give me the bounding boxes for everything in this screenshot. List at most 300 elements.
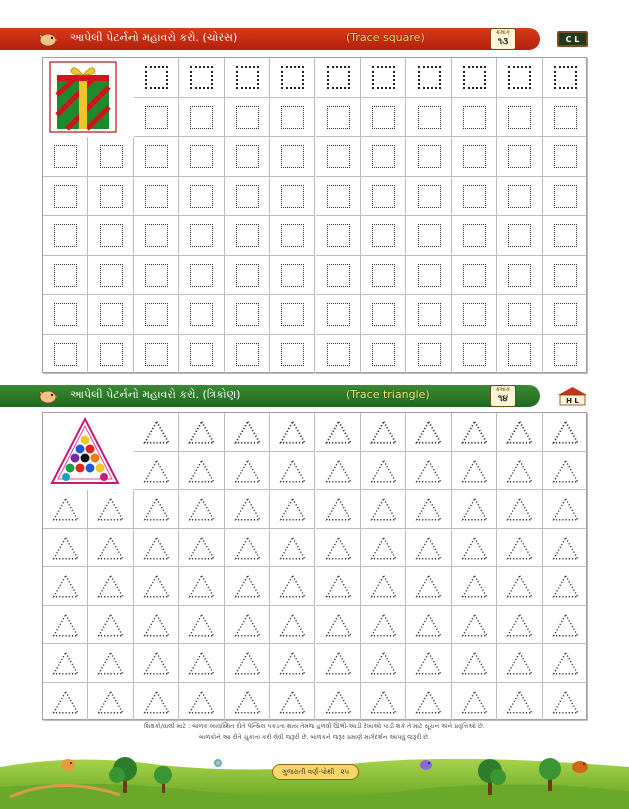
tracing-cell <box>361 216 406 256</box>
dotted-triangle <box>270 683 315 722</box>
dotted-square <box>372 303 395 326</box>
tracing-cell <box>361 683 406 722</box>
tracing-cell <box>134 295 179 335</box>
page-number-box <box>490 385 516 407</box>
tracing-cell <box>497 413 542 452</box>
dotted-triangle <box>316 567 361 606</box>
tracing-cell <box>88 256 133 296</box>
dotted-triangle <box>452 529 497 568</box>
dotted-triangle <box>543 452 588 491</box>
dotted-square <box>372 106 395 129</box>
dotted-triangle <box>497 567 542 606</box>
english-instruction: (Trace triangle) <box>346 388 430 401</box>
tracing-cell <box>225 137 270 177</box>
tracing-cell <box>43 335 88 375</box>
tracing-cell <box>452 137 497 177</box>
dotted-triangle <box>452 490 497 529</box>
dotted-triangle <box>88 683 133 722</box>
tracing-cell <box>497 335 542 375</box>
tracing-cell <box>406 335 451 375</box>
dotted-triangle <box>134 529 179 568</box>
tracing-cell <box>543 644 588 683</box>
dotted-triangle <box>225 413 270 452</box>
tracing-cell <box>497 606 542 645</box>
tracing-cell <box>134 58 179 98</box>
dotted-triangle <box>88 644 133 683</box>
tracing-cell <box>43 606 88 645</box>
dotted-square <box>100 264 123 287</box>
dotted-square <box>190 224 213 247</box>
dotted-square <box>100 224 123 247</box>
dotted-square <box>190 106 213 129</box>
tracing-cell <box>316 413 361 452</box>
dotted-triangle <box>270 644 315 683</box>
dotted-square <box>554 264 577 287</box>
dotted-square <box>281 145 304 168</box>
dotted-triangle <box>88 490 133 529</box>
dotted-triangle <box>179 529 224 568</box>
dotted-triangle <box>316 452 361 491</box>
dotted-square <box>418 185 441 208</box>
page-number-box <box>490 28 516 50</box>
dotted-triangle <box>361 644 406 683</box>
tracing-cell <box>270 256 315 296</box>
dotted-triangle <box>43 606 88 645</box>
dotted-triangle <box>543 413 588 452</box>
dotted-square <box>327 264 350 287</box>
tracing-cell <box>361 295 406 335</box>
dotted-triangle <box>316 529 361 568</box>
tracing-cell <box>134 98 179 138</box>
tracing-cell <box>88 216 133 256</box>
dotted-square <box>418 303 441 326</box>
tracing-cell <box>179 452 224 491</box>
tracing-cell <box>543 413 588 452</box>
tracing-cell <box>497 567 542 606</box>
tracing-cell <box>543 490 588 529</box>
dotted-triangle <box>543 683 588 722</box>
tracing-cell <box>225 606 270 645</box>
dotted-square <box>145 185 168 208</box>
tracing-cell <box>406 567 451 606</box>
dotted-square <box>236 303 259 326</box>
section-header-square <box>0 28 629 50</box>
tracing-cell <box>270 98 315 138</box>
tracing-cell <box>88 644 133 683</box>
instruction-text: આપેલી પેટર્નનો મહાવરો કરો. (ચોરસ) <box>70 31 238 44</box>
dotted-triangle <box>361 683 406 722</box>
dotted-triangle <box>497 413 542 452</box>
tracing-cell <box>361 58 406 98</box>
tracing-cell <box>270 644 315 683</box>
tracing-cell <box>497 177 542 217</box>
tracing-cell <box>497 452 542 491</box>
tracing-cell <box>179 177 224 217</box>
tracing-cell <box>43 567 88 606</box>
dotted-square <box>418 66 441 89</box>
tracing-cell <box>452 606 497 645</box>
dotted-triangle <box>88 567 133 606</box>
dotted-square <box>145 66 168 89</box>
dotted-triangle <box>543 567 588 606</box>
tracing-cell <box>134 413 179 452</box>
tracing-cell <box>406 490 451 529</box>
dotted-triangle <box>361 567 406 606</box>
dotted-triangle <box>88 606 133 645</box>
billiard-triangle-icon <box>49 416 121 486</box>
dotted-triangle <box>361 413 406 452</box>
tracing-cell <box>497 295 542 335</box>
tracing-cell <box>225 529 270 568</box>
dotted-triangle <box>543 529 588 568</box>
tracing-cell <box>225 644 270 683</box>
tracing-cell <box>43 295 88 335</box>
tracing-cell <box>270 413 315 452</box>
tracing-cell <box>225 216 270 256</box>
dotted-square <box>281 264 304 287</box>
tracing-cell <box>43 490 88 529</box>
dotted-square <box>463 66 486 89</box>
dotted-triangle <box>406 413 451 452</box>
tracing-cell <box>270 490 315 529</box>
dotted-square <box>327 303 350 326</box>
tracing-cell <box>452 452 497 491</box>
tracing-cell <box>361 413 406 452</box>
dotted-triangle <box>179 490 224 529</box>
dotted-square <box>372 343 395 366</box>
dotted-square <box>190 264 213 287</box>
dotted-square <box>236 106 259 129</box>
dotted-square <box>100 303 123 326</box>
dotted-square <box>508 224 531 247</box>
tracing-cell <box>452 256 497 296</box>
tracing-cell <box>316 683 361 722</box>
dotted-triangle <box>497 606 542 645</box>
tracing-cell <box>270 529 315 568</box>
dotted-triangle <box>43 683 88 722</box>
tracing-cell <box>543 216 588 256</box>
dotted-triangle <box>406 452 451 491</box>
dotted-square <box>554 145 577 168</box>
tracing-cell <box>43 137 88 177</box>
dotted-square <box>554 343 577 366</box>
dotted-triangle <box>270 606 315 645</box>
tracing-cell <box>179 567 224 606</box>
tracing-cell <box>497 98 542 138</box>
fox-icon <box>572 761 588 773</box>
dotted-square <box>236 224 259 247</box>
dotted-triangle <box>406 683 451 722</box>
house-badge-icon <box>556 386 589 406</box>
tracing-cell <box>406 216 451 256</box>
tracing-cell <box>225 58 270 98</box>
tracing-cell <box>179 98 224 138</box>
dotted-triangle <box>361 490 406 529</box>
dotted-square <box>508 264 531 287</box>
tracing-cell <box>316 606 361 645</box>
tracing-cell <box>543 137 588 177</box>
tracing-cell <box>179 644 224 683</box>
dotted-square <box>372 264 395 287</box>
tracing-cell <box>452 335 497 375</box>
tracing-cell <box>543 177 588 217</box>
dotted-square <box>327 106 350 129</box>
tracing-cell <box>43 177 88 217</box>
dotted-square <box>508 106 531 129</box>
tracing-cell <box>179 58 224 98</box>
tracing-cell <box>316 452 361 491</box>
dotted-triangle <box>497 644 542 683</box>
tracing-cell <box>225 335 270 375</box>
tracing-cell <box>225 295 270 335</box>
tracing-cell <box>361 567 406 606</box>
dotted-square <box>463 224 486 247</box>
tracing-cell <box>270 295 315 335</box>
dotted-triangle <box>316 490 361 529</box>
bird-icon <box>61 759 75 771</box>
tracing-cell <box>88 335 133 375</box>
dotted-triangle <box>452 567 497 606</box>
tracing-cell <box>316 295 361 335</box>
tracing-cell <box>543 452 588 491</box>
tracing-cell <box>179 335 224 375</box>
dotted-square <box>327 224 350 247</box>
tracing-cell <box>497 683 542 722</box>
tracing-cell <box>406 98 451 138</box>
dotted-triangle <box>43 644 88 683</box>
teacher-note-line-2: બાળકોને આ રીતે ચુકાતાં કરી લેવી જરૂરી છે. બાળકને જરૂર પ્રમાણે માર્ગદર્શન આપવું જરૂરી છે. <box>198 734 431 741</box>
tracing-cell <box>452 216 497 256</box>
tracing-cell <box>43 529 88 568</box>
tracing-cell <box>543 295 588 335</box>
dotted-triangle <box>406 567 451 606</box>
dotted-square <box>327 145 350 168</box>
dotted-square <box>554 106 577 129</box>
page-number-label: ક્રમાંક <box>495 386 511 393</box>
dotted-triangle <box>225 490 270 529</box>
tracing-cell <box>270 177 315 217</box>
dotted-triangle <box>361 529 406 568</box>
dotted-triangle <box>270 529 315 568</box>
tracing-cell <box>270 606 315 645</box>
tracing-cell <box>270 683 315 722</box>
square-tracing-grid <box>42 57 587 373</box>
dotted-square <box>281 303 304 326</box>
tracing-cell <box>361 98 406 138</box>
tracing-cell <box>225 413 270 452</box>
dotted-triangle <box>134 606 179 645</box>
tracing-cell <box>225 683 270 722</box>
tracing-cell <box>134 256 179 296</box>
dotted-triangle <box>543 490 588 529</box>
dotted-square <box>54 343 77 366</box>
dotted-square <box>190 66 213 89</box>
tracing-cell <box>361 606 406 645</box>
dotted-triangle <box>452 606 497 645</box>
book-title: ગુજરાતી વર્ણ-પોથી <box>281 767 335 776</box>
tracing-cell <box>452 58 497 98</box>
tracing-cell <box>452 567 497 606</box>
dotted-triangle <box>361 606 406 645</box>
dotted-square <box>54 185 77 208</box>
tracing-cell <box>452 295 497 335</box>
tracing-cell <box>543 529 588 568</box>
dotted-square <box>281 343 304 366</box>
dotted-triangle <box>134 644 179 683</box>
dotted-triangle <box>316 413 361 452</box>
tracing-cell <box>316 177 361 217</box>
dotted-square <box>54 224 77 247</box>
dotted-triangle <box>225 683 270 722</box>
tracing-cell <box>88 137 133 177</box>
badge-text: H L <box>566 397 579 405</box>
dotted-square <box>463 185 486 208</box>
dotted-triangle <box>270 567 315 606</box>
dotted-square <box>508 185 531 208</box>
dotted-square <box>554 66 577 89</box>
dotted-triangle <box>270 452 315 491</box>
page-number: ૧૩ <box>497 37 509 47</box>
dotted-square <box>372 224 395 247</box>
tracing-cell <box>406 177 451 217</box>
dotted-square <box>281 224 304 247</box>
dotted-square <box>236 145 259 168</box>
dotted-square <box>145 343 168 366</box>
dotted-square <box>463 343 486 366</box>
dotted-triangle <box>543 644 588 683</box>
tracing-cell <box>406 137 451 177</box>
section-header-triangle <box>0 385 629 407</box>
dotted-square <box>554 224 577 247</box>
dotted-triangle <box>88 529 133 568</box>
tracing-cell <box>543 256 588 296</box>
tracing-cell <box>361 335 406 375</box>
dotted-square <box>145 303 168 326</box>
dotted-triangle <box>361 452 406 491</box>
dotted-triangle <box>497 452 542 491</box>
tracing-cell <box>316 137 361 177</box>
dotted-square <box>418 145 441 168</box>
tracing-cell <box>88 177 133 217</box>
tracing-cell <box>361 177 406 217</box>
tracing-cell <box>179 606 224 645</box>
tracing-cell <box>497 490 542 529</box>
tracing-cell <box>134 644 179 683</box>
dotted-triangle <box>406 606 451 645</box>
dotted-triangle <box>497 490 542 529</box>
dotted-triangle <box>497 683 542 722</box>
dotted-square <box>190 303 213 326</box>
dotted-square <box>100 185 123 208</box>
dotted-square <box>190 185 213 208</box>
dotted-square <box>281 66 304 89</box>
dotted-triangle <box>225 606 270 645</box>
dotted-square <box>54 264 77 287</box>
tracing-cell <box>452 644 497 683</box>
tracing-cell <box>43 256 88 296</box>
tracing-cell <box>179 529 224 568</box>
dotted-square <box>508 343 531 366</box>
dotted-triangle <box>179 683 224 722</box>
tracing-cell <box>543 606 588 645</box>
dotted-square <box>554 185 577 208</box>
dotted-square <box>145 224 168 247</box>
dotted-triangle <box>270 490 315 529</box>
tracing-cell <box>134 137 179 177</box>
tracing-cell <box>88 567 133 606</box>
tracing-cell <box>361 137 406 177</box>
dotted-triangle <box>270 413 315 452</box>
dotted-square <box>463 303 486 326</box>
tracing-cell <box>406 58 451 98</box>
tracing-cell <box>406 256 451 296</box>
tracing-cell <box>361 490 406 529</box>
bird-mascot-icon <box>38 387 58 405</box>
dotted-triangle <box>452 683 497 722</box>
tracing-cell <box>88 490 133 529</box>
dotted-triangle <box>497 529 542 568</box>
tracing-cell <box>225 256 270 296</box>
dotted-triangle <box>316 683 361 722</box>
tracing-cell <box>134 177 179 217</box>
tracing-cell <box>179 137 224 177</box>
dotted-square <box>508 303 531 326</box>
triangle-tracing-grid <box>42 412 587 720</box>
tracing-cell <box>497 256 542 296</box>
dotted-square <box>327 185 350 208</box>
tracing-cell <box>316 256 361 296</box>
tracing-cell <box>406 413 451 452</box>
tracing-cell <box>179 490 224 529</box>
dotted-triangle <box>134 683 179 722</box>
dotted-square <box>418 343 441 366</box>
tracing-cell <box>497 644 542 683</box>
dotted-square <box>508 66 531 89</box>
dotted-triangle <box>406 529 451 568</box>
dotted-square <box>236 66 259 89</box>
tracing-cell <box>316 98 361 138</box>
tracing-cell <box>497 529 542 568</box>
instruction-text: આપેલી પેટર્નનો મહાવરો કરો. (ત્રિકોણ) <box>70 388 241 401</box>
tracing-cell <box>543 98 588 138</box>
tracing-cell <box>270 452 315 491</box>
dotted-triangle <box>452 413 497 452</box>
dotted-triangle <box>179 413 224 452</box>
dotted-square <box>418 106 441 129</box>
dotted-square <box>236 264 259 287</box>
page-number: ૧૪ <box>498 394 508 404</box>
tracing-cell <box>88 683 133 722</box>
tracing-cell <box>134 490 179 529</box>
tracing-cell <box>452 683 497 722</box>
flower-icon <box>214 759 222 767</box>
tracing-cell <box>406 529 451 568</box>
tracing-cell <box>543 567 588 606</box>
dotted-square <box>236 185 259 208</box>
tracing-cell <box>497 216 542 256</box>
english-instruction: (Trace square) <box>346 31 425 44</box>
tracing-cell <box>406 295 451 335</box>
tracing-cell <box>179 216 224 256</box>
dotted-square <box>372 185 395 208</box>
dotted-triangle <box>452 452 497 491</box>
tracing-cell <box>406 644 451 683</box>
tracing-cell <box>316 58 361 98</box>
dotted-triangle <box>134 490 179 529</box>
dotted-triangle <box>225 567 270 606</box>
dotted-triangle <box>543 606 588 645</box>
dotted-triangle <box>225 452 270 491</box>
